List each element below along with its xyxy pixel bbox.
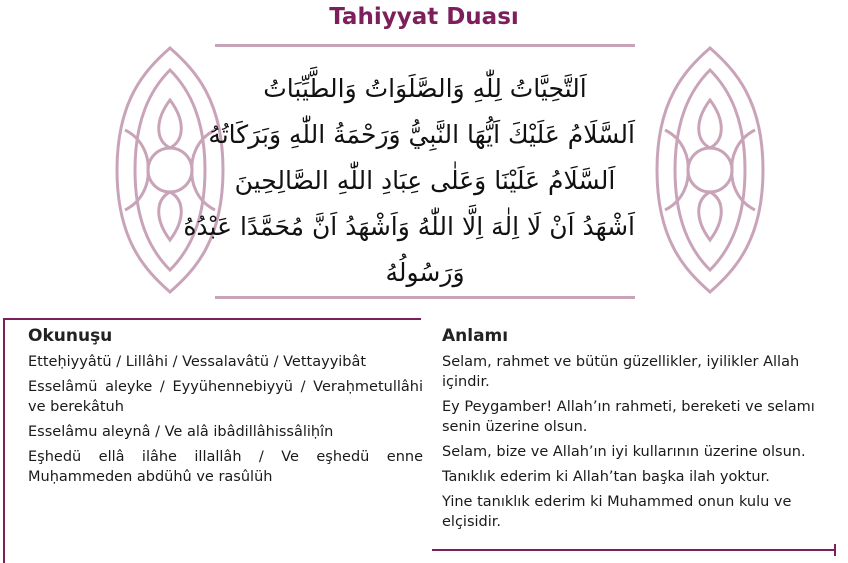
arabic-prayer-panel bbox=[183, 44, 635, 302]
frame-top-line bbox=[3, 318, 421, 320]
okunusu-heading: Okunuşu bbox=[28, 326, 113, 346]
arabic-line: اَلتَّحِيَّاتُ لِلّٰهِ وَالصَّلَوَاتُ وَالطَّيِّبَاتُ bbox=[263, 74, 587, 103]
divider-top bbox=[215, 44, 635, 47]
okunusu-section bbox=[28, 322, 423, 492]
page-title: Tahiyyat Duası bbox=[329, 4, 519, 30]
okunusu-line: Etteḥiyyâtü / Lillâhi / Vessalavâtü / Vettayyibât bbox=[28, 354, 367, 370]
anlami-heading: Anlamı bbox=[442, 326, 509, 346]
anlami-line: Selam, bize ve Allah’ın iyi kullarının üzerine olsun. bbox=[442, 444, 806, 460]
arabic-line: وَرَسُولُهُ bbox=[385, 258, 465, 287]
arabic-line: اَلسَّلَامُ عَلَيْكَ اَيُّهَا النَّبِيُّ وَرَحْمَةُ اللّٰهِ وَبَرَكَاتُهُ bbox=[208, 120, 635, 149]
anlami-line: Yine tanıklık ederim ki Muhammed onun kulu ve elçisidir. bbox=[442, 494, 792, 530]
arabic-line: اَشْهَدُ اَنْ لَا اِلٰهَ اِلَّا اللّٰهُ وَاَشْهَدُ اَنَّ مُحَمَّدًا عَبْدُهُ bbox=[183, 212, 635, 241]
okunusu-line: Esselâmu aleynâ / Ve alâ ibâdillâhissâliḥîn bbox=[28, 424, 334, 440]
ornament-right-icon bbox=[645, 40, 775, 300]
frame-bottom-line bbox=[432, 549, 834, 551]
frame-left-line bbox=[3, 318, 5, 563]
divider-bottom bbox=[215, 296, 635, 299]
anlami-line: Tanıklık ederim ki Allah’tan başka ilah yoktur. bbox=[442, 469, 770, 485]
anlami-line: Selam, rahmet ve bütün güzellikler, iyilikler Allah içindir. bbox=[442, 354, 800, 390]
arabic-line: اَلسَّلَامُ عَلَيْنَا وَعَلٰى عِبَادِ اللّٰهِ الصَّالِحِينَ bbox=[234, 166, 616, 195]
anlami-line: Ey Peygamber! Allah’ın rahmeti, bereketi ve selamı senin üzerine olsun. bbox=[442, 399, 815, 435]
arabic-text bbox=[183, 66, 635, 296]
frame-bottom-cap bbox=[834, 544, 836, 556]
okunusu-line: Eşhedü ellâ ilâhe illallâh / Ve eşhedü enne Muḥammeden abdühû ve rasûlüh bbox=[28, 449, 423, 485]
anlami-section bbox=[442, 322, 837, 537]
okunusu-line: Esselâmü aleyke / Eyyühennebiyyü / Veraḥmetullâhi ve berekâtuh bbox=[28, 379, 423, 415]
